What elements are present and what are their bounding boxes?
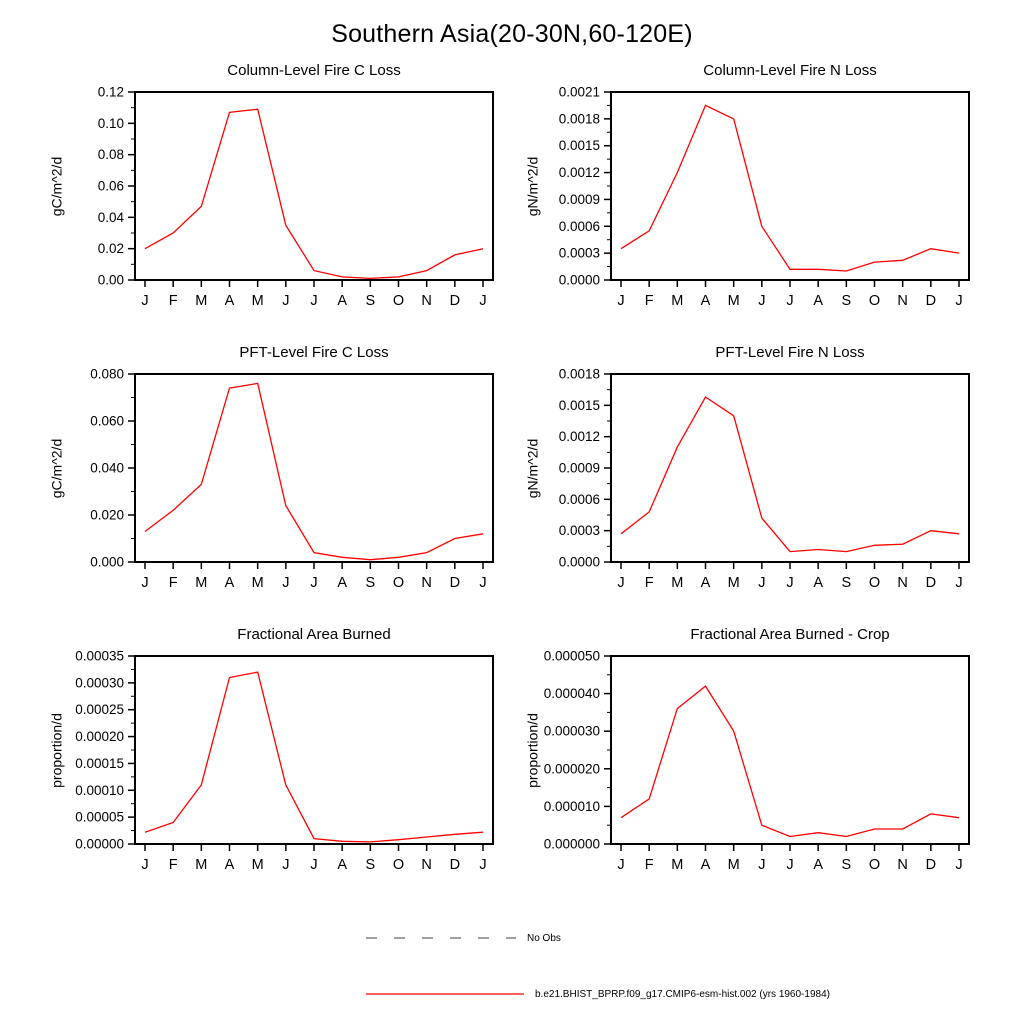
svg-text:F: F: [168, 857, 178, 873]
svg-text:0.06: 0.06: [97, 178, 124, 194]
y-axis-label: gN/m^2/d: [524, 156, 541, 217]
svg-text:0.000: 0.000: [90, 554, 124, 570]
chart-pft-fire-c-loss: [43, 344, 505, 596]
legend: [362, 932, 830, 1000]
svg-text:J: J: [141, 293, 149, 309]
svg-text:A: A: [224, 575, 235, 591]
svg-text:0.00020: 0.00020: [75, 729, 124, 745]
svg-text:M: M: [727, 857, 740, 873]
svg-text:J: J: [479, 293, 487, 309]
svg-text:S: S: [841, 293, 852, 309]
svg-text:A: A: [224, 857, 235, 873]
svg-text:0.00: 0.00: [97, 272, 124, 288]
plot-canvas: [43, 646, 505, 876]
svg-text:N: N: [897, 575, 908, 591]
svg-text:0.020: 0.020: [90, 507, 124, 523]
svg-text:J: J: [282, 857, 290, 873]
svg-text:O: O: [868, 293, 881, 309]
svg-text:0.0003: 0.0003: [558, 245, 600, 261]
svg-text:0.000020: 0.000020: [543, 761, 600, 777]
svg-text:A: A: [700, 575, 711, 591]
svg-text:0.00010: 0.00010: [75, 782, 124, 798]
svg-text:J: J: [758, 857, 766, 873]
svg-text:F: F: [644, 857, 654, 873]
svg-text:M: M: [195, 575, 208, 591]
chart-fractional-area-burned-crop: [519, 626, 981, 878]
svg-text:0.04: 0.04: [97, 209, 124, 225]
plot-canvas: [519, 364, 981, 594]
y-axis-label: gC/m^2/d: [48, 438, 65, 499]
svg-text:0.0009: 0.0009: [558, 460, 600, 476]
chart-title: Fractional Area Burned - Crop: [690, 626, 890, 643]
svg-text:0.0009: 0.0009: [558, 191, 600, 207]
svg-text:0.0015: 0.0015: [558, 397, 600, 413]
svg-text:J: J: [758, 575, 766, 591]
svg-text:0.12: 0.12: [97, 84, 124, 100]
svg-text:J: J: [617, 293, 625, 309]
svg-text:J: J: [955, 857, 963, 873]
svg-text:O: O: [868, 575, 881, 591]
svg-text:O: O: [868, 857, 881, 873]
svg-text:N: N: [421, 857, 432, 873]
svg-text:J: J: [955, 575, 963, 591]
svg-text:J: J: [617, 575, 625, 591]
svg-text:D: D: [449, 575, 461, 591]
svg-text:S: S: [841, 575, 852, 591]
svg-text:O: O: [392, 293, 405, 309]
svg-text:0.000000: 0.000000: [543, 836, 600, 852]
svg-text:J: J: [310, 857, 318, 873]
series-line-sample: [362, 988, 528, 1000]
svg-text:A: A: [813, 293, 824, 309]
svg-text:A: A: [813, 575, 824, 591]
svg-text:0.0003: 0.0003: [558, 523, 600, 539]
svg-text:N: N: [897, 857, 908, 873]
svg-text:F: F: [644, 293, 654, 309]
legend-label: No Obs: [527, 932, 561, 944]
svg-text:D: D: [925, 857, 937, 873]
svg-text:J: J: [141, 575, 149, 591]
chart-column-fire-c-loss: [43, 62, 505, 314]
svg-text:0.0018: 0.0018: [558, 111, 600, 127]
svg-text:0.08: 0.08: [97, 147, 124, 163]
svg-text:0.00025: 0.00025: [75, 702, 124, 718]
svg-text:M: M: [251, 575, 264, 591]
svg-text:N: N: [421, 293, 432, 309]
svg-text:M: M: [251, 857, 264, 873]
svg-text:0.000010: 0.000010: [543, 798, 600, 814]
chart-title: Column-Level Fire N Loss: [703, 62, 877, 79]
svg-text:0.02: 0.02: [97, 241, 124, 257]
svg-text:D: D: [925, 575, 937, 591]
legend-label: b.e21.BHIST_BPRP.f09_g17.CMIP6-esm-hist.002 (yrs 1960-1984): [535, 988, 830, 1000]
svg-text:0.00035: 0.00035: [75, 648, 124, 664]
y-axis-label: gC/m^2/d: [48, 156, 65, 217]
svg-text:M: M: [195, 293, 208, 309]
chart-title: PFT-Level Fire N Loss: [715, 344, 865, 361]
legend-item-model-series: [362, 988, 830, 1000]
svg-text:0.00030: 0.00030: [75, 675, 124, 691]
chart-column-fire-n-loss: [519, 62, 981, 314]
svg-text:J: J: [758, 293, 766, 309]
svg-text:A: A: [337, 293, 348, 309]
page-title: Southern Asia(20-30N,60-120E): [331, 20, 693, 48]
svg-text:S: S: [365, 293, 376, 309]
svg-text:0.040: 0.040: [90, 460, 124, 476]
svg-text:0.0012: 0.0012: [558, 165, 600, 181]
svg-text:M: M: [671, 293, 684, 309]
charts-grid: [43, 62, 981, 878]
svg-text:J: J: [617, 857, 625, 873]
svg-text:0.000050: 0.000050: [543, 648, 600, 664]
svg-text:J: J: [282, 293, 290, 309]
svg-text:S: S: [841, 857, 852, 873]
svg-text:0.0012: 0.0012: [558, 429, 600, 445]
svg-text:A: A: [700, 857, 711, 873]
svg-text:A: A: [700, 293, 711, 309]
svg-text:N: N: [897, 293, 908, 309]
svg-text:0.0000: 0.0000: [558, 554, 600, 570]
svg-text:J: J: [786, 575, 794, 591]
svg-text:F: F: [644, 575, 654, 591]
svg-text:0.0006: 0.0006: [558, 491, 600, 507]
svg-text:A: A: [813, 857, 824, 873]
svg-text:0.00015: 0.00015: [75, 755, 124, 771]
svg-text:J: J: [786, 857, 794, 873]
legend-item-no-obs: [362, 932, 830, 944]
svg-text:F: F: [168, 575, 178, 591]
svg-text:0.0015: 0.0015: [558, 138, 600, 154]
chart-title: Fractional Area Burned: [237, 626, 391, 643]
svg-text:0.060: 0.060: [90, 413, 124, 429]
svg-text:J: J: [786, 293, 794, 309]
svg-text:0.00000: 0.00000: [75, 836, 124, 852]
svg-text:0.0000: 0.0000: [558, 272, 600, 288]
svg-text:M: M: [251, 293, 264, 309]
y-axis-label: proportion/d: [524, 713, 541, 788]
svg-text:0.0018: 0.0018: [558, 366, 600, 382]
svg-text:O: O: [392, 857, 405, 873]
svg-text:M: M: [727, 293, 740, 309]
svg-text:0.0021: 0.0021: [558, 84, 600, 100]
plot-canvas: [519, 82, 981, 312]
svg-text:N: N: [421, 575, 432, 591]
no-obs-line-sample: [362, 932, 520, 944]
svg-text:A: A: [224, 293, 235, 309]
svg-text:0.080: 0.080: [90, 366, 124, 382]
svg-text:M: M: [195, 857, 208, 873]
chart-title: Column-Level Fire C Loss: [227, 62, 401, 79]
chart-pft-fire-n-loss: [519, 344, 981, 596]
svg-text:A: A: [337, 857, 348, 873]
svg-text:J: J: [310, 293, 318, 309]
svg-text:J: J: [479, 857, 487, 873]
y-axis-label: proportion/d: [48, 713, 65, 788]
svg-text:S: S: [365, 857, 376, 873]
svg-text:0.0006: 0.0006: [558, 218, 600, 234]
svg-text:0.00005: 0.00005: [75, 809, 124, 825]
y-axis-label: gN/m^2/d: [524, 438, 541, 499]
chart-title: PFT-Level Fire C Loss: [239, 344, 389, 361]
svg-text:M: M: [671, 857, 684, 873]
plot-canvas: [43, 82, 505, 312]
svg-text:M: M: [727, 575, 740, 591]
plot-canvas: [43, 364, 505, 594]
svg-text:O: O: [392, 575, 405, 591]
svg-text:D: D: [449, 293, 461, 309]
svg-text:0.10: 0.10: [97, 115, 124, 131]
svg-text:S: S: [365, 575, 376, 591]
svg-text:J: J: [282, 575, 290, 591]
svg-text:J: J: [310, 575, 318, 591]
svg-text:D: D: [449, 857, 461, 873]
svg-text:A: A: [337, 575, 348, 591]
svg-text:J: J: [955, 293, 963, 309]
svg-text:D: D: [925, 293, 937, 309]
plot-canvas: [519, 646, 981, 876]
svg-text:0.000040: 0.000040: [543, 686, 600, 702]
svg-text:J: J: [141, 857, 149, 873]
svg-text:M: M: [671, 575, 684, 591]
svg-text:F: F: [168, 293, 178, 309]
svg-text:0.000030: 0.000030: [543, 723, 600, 739]
svg-text:J: J: [479, 575, 487, 591]
chart-fractional-area-burned: [43, 626, 505, 878]
